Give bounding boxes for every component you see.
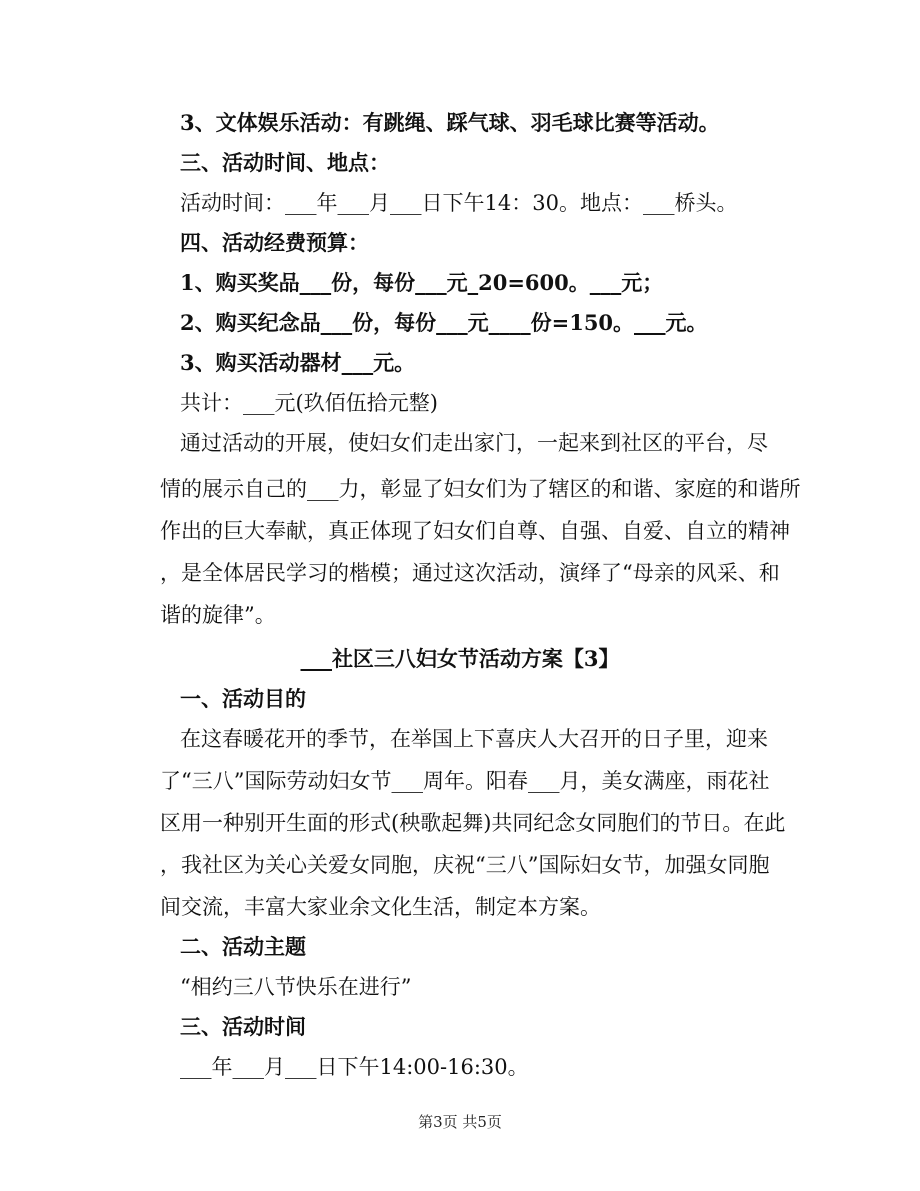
- paragraph-line: ，是全体居民学习的楷模；通过这次活动，演绎了“母亲的风采、和: [160, 561, 780, 585]
- theme-text: “相约三八节快乐在进行”: [180, 975, 412, 999]
- time-location-text: 活动时间：___年___月___日下午14：30。地点：___桥头。: [180, 191, 738, 215]
- heading-purpose: 一、活动目的: [180, 686, 306, 711]
- paragraph-line: 作出的巨大奉献，真正体现了妇女们自尊、自强、自爱、自立的精神: [160, 519, 790, 543]
- paragraph-line: ，我社区为关心关爱女同胞，庆祝“三八”国际妇女节，加强女同胞: [160, 853, 770, 877]
- heading-theme: 二、活动主题: [180, 934, 306, 959]
- paragraph-line: 通过活动的开展，使妇女们走出家门，一起来到社区的平台，尽: [180, 431, 768, 455]
- paragraph-line: 在这春暖花开的季节，在举国上下喜庆人大召开的日子里，迎来: [180, 727, 768, 751]
- budget-total: 共计：___元(玖佰伍拾元整): [180, 391, 438, 415]
- heading-time: 三、活动时间: [180, 1014, 306, 1039]
- paragraph-line: 区用一种别开生面的形式(秧歌起舞)共同纪念女同胞们的节日。在此: [160, 811, 786, 835]
- paragraph-line: 间交流，丰富大家业余文化生活，制定本方案。: [160, 895, 601, 919]
- time-text: ___年___月___日下午14:00-16:30。: [180, 1055, 529, 1079]
- heading-time-location: 三、活动时间、地点：: [180, 150, 390, 175]
- activity-item-3: 3、文体娱乐活动：有跳绳、踩气球、羽毛球比赛等活动。: [180, 110, 720, 135]
- page-footer: 第3页 共5页: [418, 1113, 502, 1131]
- paragraph-line: 谐的旋律”。: [160, 603, 276, 627]
- heading-budget: 四、活动经费预算：: [180, 230, 369, 255]
- section-title: ___社区三八妇女节活动方案【3】: [300, 646, 620, 671]
- paragraph-line: 了“三八”国际劳动妇女节___周年。阳春___月，美女满座，雨花社: [160, 769, 770, 793]
- paragraph-line: 情的展示自己的___力，彰显了妇女们为了辖区的和谐、家庭的和谐所: [160, 477, 801, 501]
- budget-item-1: 1、购买奖品___份，每份___元_20=600。___元；: [180, 270, 664, 295]
- budget-item-2: 2、购买纪念品___份，每份___元____份=150。___元。: [180, 310, 708, 335]
- budget-item-3: 3、购买活动器材___元。: [180, 350, 416, 375]
